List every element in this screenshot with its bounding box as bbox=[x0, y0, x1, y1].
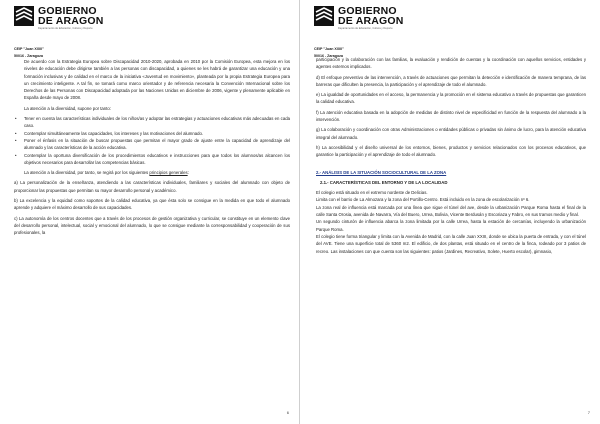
principle-item: h) La accesibilidad y el diseño universal de los entornos, bienes, productos y servicios relacionados con los procesos educativos, que garantice la participación y el aprendizaje de todo el alumnado. bbox=[316, 144, 586, 158]
school-code: CEIP "Juan XXIII" bbox=[14, 47, 44, 51]
bullet-icon: • bbox=[15, 130, 17, 136]
subsection-heading: 2.1.- CARACTERÍSTICAS DEL ENTORNO Y DE LA LOCALIDAD bbox=[320, 179, 448, 185]
logo-line2: DE ARAGON bbox=[38, 15, 104, 27]
principle-item: a) La personalización de la enseñanza, atendiendo a las características individuales, familiares y sociales del alumnado con objeto de proporcionar las propuestas que permitan su mayor desarrollo personal y académico. bbox=[14, 180, 290, 193]
principle-item: c) La autonomía de los centros docentes que a través de los procesos de gestión organizativa y curricular, se constituye en un elemento clave del desarrollo personal, intelectual, social y emocional del alumnado, lo que se consigue mediante la corresponsabilidad y cooperación de sus profesionales, la bbox=[14, 215, 290, 236]
paragraph: Limita con el barrio de La Almozara y la zona del Portillo-Centro. Está incluido en la zona de escolarización nº 6. bbox=[316, 197, 530, 203]
list-item: • Contemplar simultáneamente las capacidades, los intereses y las motivaciones del alumnado. bbox=[15, 130, 204, 136]
paragraph: participación y la colaboración con las familias, la evaluación y rendición de cuentas y la coordinación con aquellos servicios, entidades y agentes externos implicados. bbox=[316, 57, 586, 70]
paragraph: Un segundo cinturón de influencia abarca la zona limitada por la calle Urrea, hasta la estación de cercanías, incluyendo la urbanización Parque Roma. bbox=[316, 219, 586, 232]
logo-line2: DE ARAGON bbox=[338, 15, 404, 27]
document-page-right bbox=[300, 0, 600, 424]
page-body-left bbox=[14, 58, 290, 237]
school-place: 50016 - Zaragoza bbox=[14, 54, 43, 58]
principle-item: f) La atención educativa basada en la adopción de medidas de distinto nivel de especificidad en función de la respuesta del alumnado a la intervención. bbox=[316, 109, 586, 123]
principles-intro: La atención a la diversidad, por tanto, se regirá por los siguientes principios generales: bbox=[24, 170, 189, 176]
logo-line1: GOBIERNO bbox=[338, 5, 397, 17]
aragon-crest-icon bbox=[14, 6, 34, 26]
bullet-icon: • bbox=[15, 152, 17, 158]
principle-item: b) La excelencia y la equidad como soportes de la calidad educativa, ya que ésta solo se consigue en la medida en que todo el alumnado aprende y adquiere el máximo desarrollo de sus capacidades. bbox=[14, 198, 290, 211]
page-body-right bbox=[316, 56, 586, 255]
principles-link: principios generales bbox=[149, 170, 188, 176]
aragon-crest-icon bbox=[314, 6, 334, 26]
principle-item: d) El enfoque preventivo de las intervención, a través de actuaciones que permitan la detección e identificación de manera temprana, de las barreras que dificulten la presencia, la participación y el aprendizaje de todo el alumnado. bbox=[316, 74, 586, 87]
section-heading: 2.- ANÁLISIS DE LA SITUACIÓN SOCIOCULTURAL DE LA ZONA bbox=[316, 169, 447, 175]
logo-subtitle: Departamento de Educación, Cultura y Deporte bbox=[38, 27, 93, 30]
paragraph: La zona real de influencia está marcada por una línea que sigue el túnel del ave, desde la urbanización Parque Roma hasta el final de la calle Santa Orosia, avenida de Navarra, Vía del Buero, Urrea, Bolivia, Vicente Berdusán y Escoriaza y Fabro, en sus tramos medio y final. bbox=[316, 204, 586, 218]
page-number: 6 bbox=[286, 410, 289, 415]
paragraph: El colegio tiene forma triangular y limita con la Avenida de Madrid, con la calle Juan XXIII, donde se ubica la puerta de entrada, y con el túnel del AVE. Tiene una superficie total de 5360 m2. El edificio, de dos plantas, está situado en el centro de la finca, rodeado por 3 patios de recreo. Las instalaciones con que cuenta son las siguientes: patios (Jardines, Recreativo, Solete, Huerto escolar), gimnasio, bbox=[316, 233, 586, 254]
list-item: • Poner el énfasis en la situación de buscar propuestas que permitan el mayor grado de ajuste entre la capacidad de aprendizaje del alumnado y las características de la acción educativa. bbox=[15, 137, 290, 151]
paragraph: El colegio está situado en el extremo nordeste de Delicias. bbox=[316, 190, 428, 196]
paragraph: La atención a la diversidad, supone por tanto: bbox=[24, 105, 111, 111]
page-number: 7 bbox=[587, 410, 590, 415]
bullet-icon: • bbox=[15, 116, 17, 122]
paragraph: De acuerdo con la Estrategia Europea sobre Discapacidad 2010-2020, aprobada en 2010 por la Comisión Europea, esta mejora en los niveles de educación debe dirigirse también a las personas con discapacidad, a quienes se les habrá de garantizar una educación y una formación inclusivas y de calidad en el marco de la iniciativa «Juventud en movimiento», planteada por la propia Estrategia Europea para un crecimiento inteligente. A tal fin, se tomará como marco orientador y de referencia necesaria la Convención Internacional sobre los Derechos de las Personas con Discapacidad adoptada por las Naciones Unidas en diciembre de 2006, vigente y plenamente aplicable en España desde mayo de 2008. bbox=[24, 59, 290, 101]
list-item: • Contemplar la oportuna diversificación de los procedimientos educativos e instrucciones para que todos los alumnos/as alcancen los objetivos necesarios para desarrollar las competencias básicas. bbox=[15, 152, 290, 165]
principle-item: e) La igualdad de oportunidades en el acceso, la permanencia y la promoción en el sistema educativo a través de propuestas que garanticen la calidad educativa. bbox=[316, 92, 586, 105]
logo-line1: GOBIERNO bbox=[38, 5, 97, 17]
logo-subtitle: Departamento de Educación, Cultura y Deporte bbox=[338, 27, 393, 30]
principle-item: g) La colaboración y coordinación con otras Administraciones o entidades públicas o privadas sin ánimo de lucro, para la atención educativa integral del alumnado. bbox=[316, 127, 586, 140]
school-code: CEIP "Juan XXIII" bbox=[314, 47, 344, 51]
list-item: • Tener en cuenta las características individuales de los niños/as y adoptar las estrategias y actuaciones educativas más adecuadas en cada caso. bbox=[15, 116, 290, 129]
bullet-icon: • bbox=[15, 137, 17, 143]
school-place: 50016 - Zaragoza bbox=[314, 54, 343, 58]
